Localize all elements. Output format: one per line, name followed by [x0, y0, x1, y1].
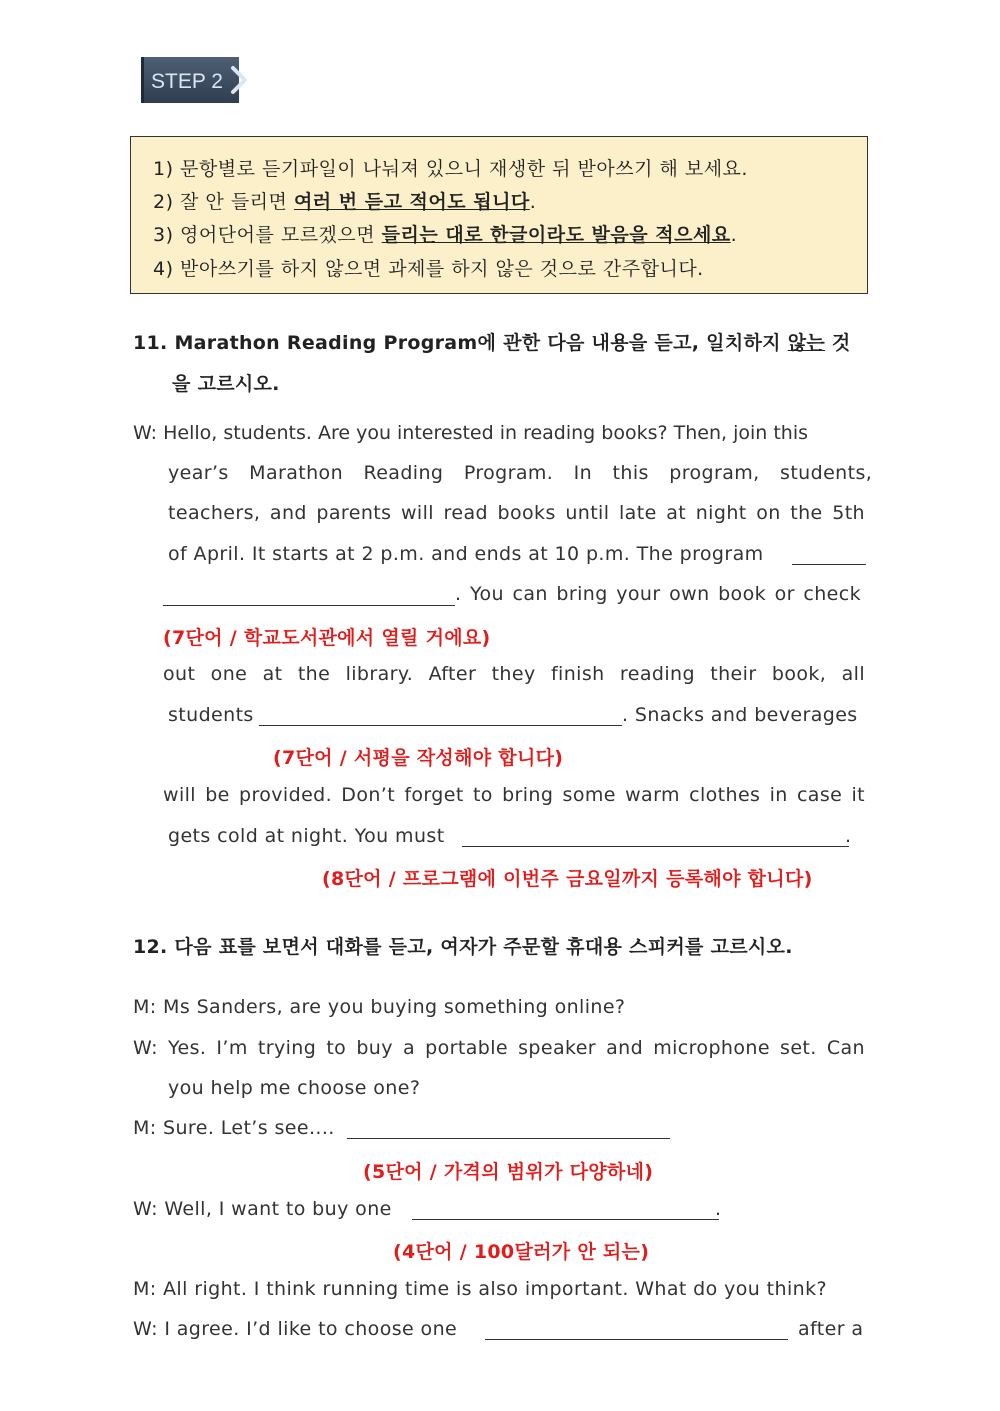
instruction-3: 3) 영어단어를 모르겠으면 들리는 대로 한글이라도 발음을 적으세요.: [153, 224, 738, 246]
q11-blank-3[interactable]: [462, 825, 852, 847]
q12-blank-2[interactable]: [412, 1198, 722, 1220]
q12-line-8: W: I agree. I’d like to choose one: [133, 1318, 458, 1340]
q11-line-10: gets cold at night. You must: [168, 825, 445, 847]
q11-title-line1: 11. Marathon Reading Program에 관한 다음 내용을 듣고, 일치하지 않는 것: [133, 332, 851, 354]
q12-line-3: you help me choose one?: [168, 1077, 421, 1099]
q11-line-7: students: [168, 704, 254, 726]
q12-line-4: M: Sure. Let’s see....: [133, 1117, 335, 1139]
q12-line-7: M: All right. I think running time is also important. What do you think?: [133, 1278, 827, 1300]
step-label: STEP 2: [151, 70, 223, 93]
q12-line-1: M: Ms Sanders, are you buying something online?: [133, 996, 626, 1018]
q11-line-1: W: Hello, students. Are you interested in reading books? Then, join this: [133, 422, 809, 444]
q12-line-5: W: Well, I want to buy one: [133, 1198, 392, 1220]
instruction-2-emphasis: 여러 번 듣고 적어도 됩니다: [293, 191, 530, 213]
instruction-box: [130, 136, 868, 294]
q11-blank-1b[interactable]: [163, 584, 455, 606]
instruction-4: 4) 받아쓰기를 하지 않으면 과제를 하지 않은 것으로 간주합니다.: [153, 258, 704, 280]
q11-line-3: teachers, and parents will read books until late at night on the 5th: [168, 502, 865, 524]
q11-line-4: of April. It starts at 2 p.m. and ends at 10 p.m. The program: [168, 543, 764, 565]
q12-line-2: W: Yes. I’m trying to buy a portable speaker and microphone set. Can: [133, 1037, 865, 1059]
instruction-1: 1) 문항별로 듣기파일이 나눠져 있으니 재생한 뒤 받아쓰기 해 보세요.: [153, 158, 748, 180]
q12-hint-1: (5단어 / 가격의 범위가 다양하네): [363, 1161, 654, 1183]
q11-hint-1: (7단어 / 학교도서관에서 열릴 거에요): [163, 627, 491, 649]
q12-line-6: .: [715, 1198, 722, 1220]
step-badge: [141, 57, 253, 103]
q11-hint-2: (7단어 / 서평을 작성해야 합니다): [273, 747, 564, 769]
q11-line-8: . Snacks and beverages: [622, 704, 858, 726]
q11-line-5: . You can bring your own book or check: [455, 583, 861, 605]
q12-hint-2: (4단어 / 100달러가 안 되는): [393, 1241, 650, 1263]
q11-blank-2[interactable]: [259, 704, 622, 726]
q11-line-2: year’s Marathon Reading Program. In this program, students,: [168, 462, 873, 484]
q11-title-line2: 을 고르시오.: [172, 373, 280, 395]
q12-title: 12. 다음 표를 보면서 대화를 듣고, 여자가 주문할 휴대용 스피커를 고르시오.: [133, 936, 793, 958]
q11-blank-1a[interactable]: [792, 543, 866, 565]
q11-line-6: out one at the library. After they finish reading their book, all: [163, 663, 865, 685]
q12-blank-3[interactable]: [485, 1318, 788, 1340]
q11-line-11: .: [845, 825, 852, 847]
q11-hint-3: (8단어 / 프로그램에 이번주 금요일까지 등록해야 합니다): [322, 868, 813, 890]
q12-blank-1[interactable]: [347, 1117, 670, 1139]
instruction-3-emphasis: 들리는 대로 한글이라도 발음을 적으세요: [381, 224, 731, 246]
q11-line-9: will be provided. Don’t forget to bring some warm clothes in case it: [163, 784, 865, 806]
q12-line-9: after a: [798, 1318, 864, 1340]
instruction-2: 2) 잘 안 들리면 여러 번 듣고 적어도 됩니다.: [153, 191, 537, 213]
